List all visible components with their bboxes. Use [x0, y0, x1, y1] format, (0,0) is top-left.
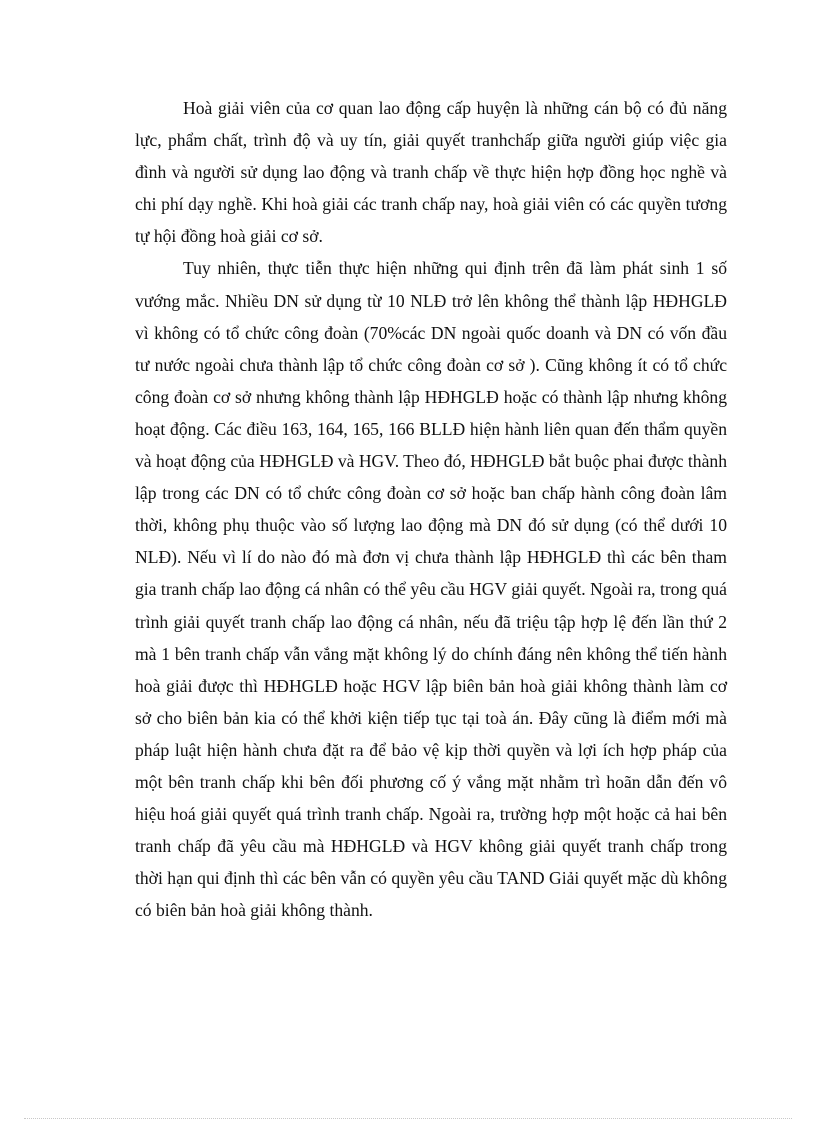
paragraph-2: Tuy nhiên, thực tiễn thực hiện những qui định trên đã làm phát sinh 1 số vướng mắc. Nhiều DN sử dụng từ 10 NLĐ trở lên không thể thành lập HĐHGLĐ vì không có tổ chức công đoàn (70%các DN ngoài quốc doanh và DN có vốn đầu tư nước ngoài chưa thành lập tổ chức công đoàn cơ sở ). Cũng không ít có tổ chức công đoàn cơ sở nhưng không thành lập HĐHGLĐ hoặc có thành lập nhưng không hoạt động. Các điều 163, 164, 165, 166 BLLĐ hiện hành liên quan đến thẩm quyền và hoạt động của HĐHGLĐ và HGV. Theo đó, HĐHGLĐ bắt buộc phai được thành lập trong các DN có tổ chức công đoàn cơ sở hoặc ban chấp hành công đoàn lâm thời, không phụ thuộc vào số lượng lao động mà DN đó sử dụng (có thể dưới 10 NLĐ). Nếu vì lí do nào đó mà đơn vị chưa thành lập HĐHGLĐ thì các bên tham gia tranh chấp lao động cá nhân có thể yêu cầu HGV giải quyết. Ngoài ra, trong quá trình giải quyết tranh chấp lao động cá nhân, nếu đã triệu tập hợp lệ đến lần thứ 2 mà 1 bên tranh chấp vẫn vắng mặt không lý do chính đáng nên không thể tiến hành hoà giải được thì HĐHGLĐ hoặc HGV lập biên bản hoà giải không thành làm cơ sở cho biên bản kia có thể khởi kiện tiếp tục tại toà án. Đây cũng là điểm mới mà pháp luật hiện hành chưa đặt ra để bảo vệ kịp thời quyền và lợi ích hợp pháp của một bên tranh chấp khi bên đối phương cố ý vắng mặt nhằm trì hoãn dẫn đến vô hiệu hoá giải quyết quá trình tranh chấp. Ngoài ra, trường hợp một hoặc cả hai bên tranh chấp đã yêu cầu mà HĐHGLĐ và HGV không giải quyết tranh chấp trong thời hạn qui định thì các bên vẫn có quyền yêu cầu TAND Giải quyết mặc dù không có biên bản hoà giải không thành. [135, 258, 727, 921]
paragraph-1: Hoà giải viên của cơ quan lao động cấp huyện là những cán bộ có đủ năng lực, phẩm chất, trình độ và uy tín, giải quyết tranhchấp giữa người giúp việc gia đình và người sử dụng lao động và tranh chấp về thực hiện hợp đồng học nghề và chi phí dạy nghề. Khi hoà giải các tranh chấp nay, hoà giải viên có các quyền tương tự hội đồng hoà giải cơ sở. [135, 98, 727, 247]
document-body [135, 92, 727, 926]
page-footer-divider [24, 1118, 792, 1119]
